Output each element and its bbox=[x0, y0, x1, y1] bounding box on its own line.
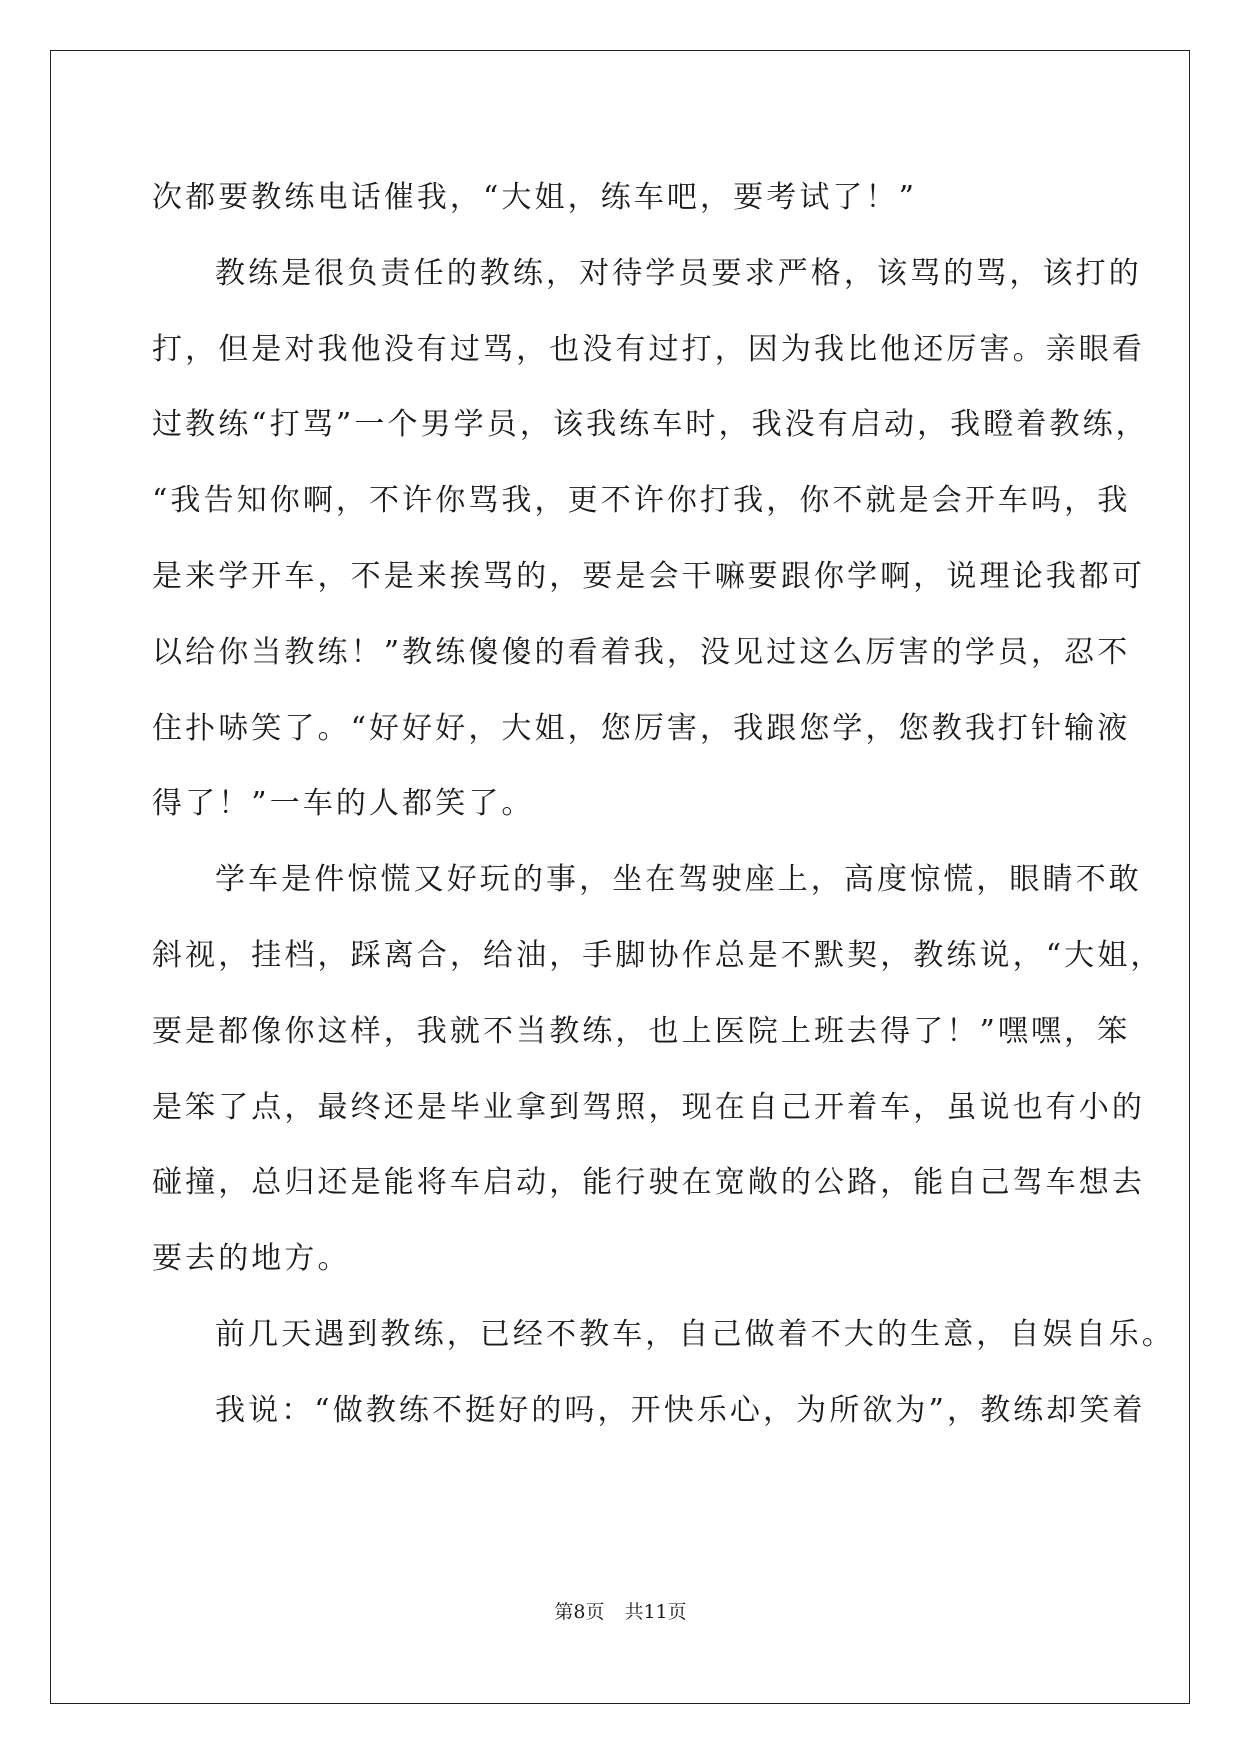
paragraph-first-line: 前几天遇到教练，已经不教车，自己做着不大的生意，自娱自乐。 bbox=[215, 1316, 1175, 1352]
page-number-current: 第8页 bbox=[554, 1601, 605, 1623]
text-line: 碰撞，总归还是能将车启动，能行驶在宽敞的公路，能自己驾车想去 bbox=[152, 1165, 1145, 1201]
page-number-total: 共11页 bbox=[624, 1601, 687, 1623]
text-line: “我告知你啊，不许你骂我，更不许你打我，你不就是会开车吗，我 bbox=[152, 483, 1131, 519]
text-line: 要是都像你这样，我就不当教练，也上医院上班去得了！”嘿嘿，笨 bbox=[152, 1013, 1131, 1049]
text-line: 住扑哧笑了。“好好好，大姐，您厉害，我跟您学，您教我打针输液 bbox=[152, 710, 1131, 746]
text-line: 打，但是对我他没有过骂，也没有过打，因为我比他还厉害。亲眼看 bbox=[152, 331, 1145, 367]
paragraph-first-line: 教练是很负责任的教练，对待学员要求严格，该骂的骂，该打的 bbox=[215, 255, 1142, 291]
text-line: 以给你当教练！”教练傻傻的看着我，没见过这么厉害的学员，忍不 bbox=[152, 634, 1131, 670]
text-line: 是笨了点，最终还是毕业拿到驾照，现在自己开着车，虽说也有小的 bbox=[152, 1089, 1145, 1125]
text-line: 斜视，挂档，踩离合，给油，手脚协作总是不默契，教练说，“大姐， bbox=[152, 937, 1164, 973]
text-line: 得了！”一车的人都笑了。 bbox=[152, 786, 535, 822]
page-footer bbox=[0, 1597, 1241, 1624]
document-body bbox=[152, 160, 1175, 1449]
paragraph-first-line: 我说：“做教练不挺好的吗，开快乐心，为所欲为”，教练却笑着 bbox=[215, 1392, 1146, 1428]
text-line: 要去的地方。 bbox=[152, 1241, 351, 1277]
paragraph-first-line: 学车是件惊慌又好玩的事，坐在驾驶座上，高度惊慌，眼睛不敢 bbox=[215, 862, 1142, 898]
text-line: 次都要教练电话催我，“大姐，练车吧，要考试了！” bbox=[152, 180, 918, 215]
text-line: 是来学开车，不是来挨骂的，要是会干嘛要跟你学啊，说理论我都可 bbox=[152, 558, 1145, 594]
text-line: 过教练“打骂”一个男学员，该我练车时，我没有启动，我瞪着教练， bbox=[152, 407, 1149, 443]
